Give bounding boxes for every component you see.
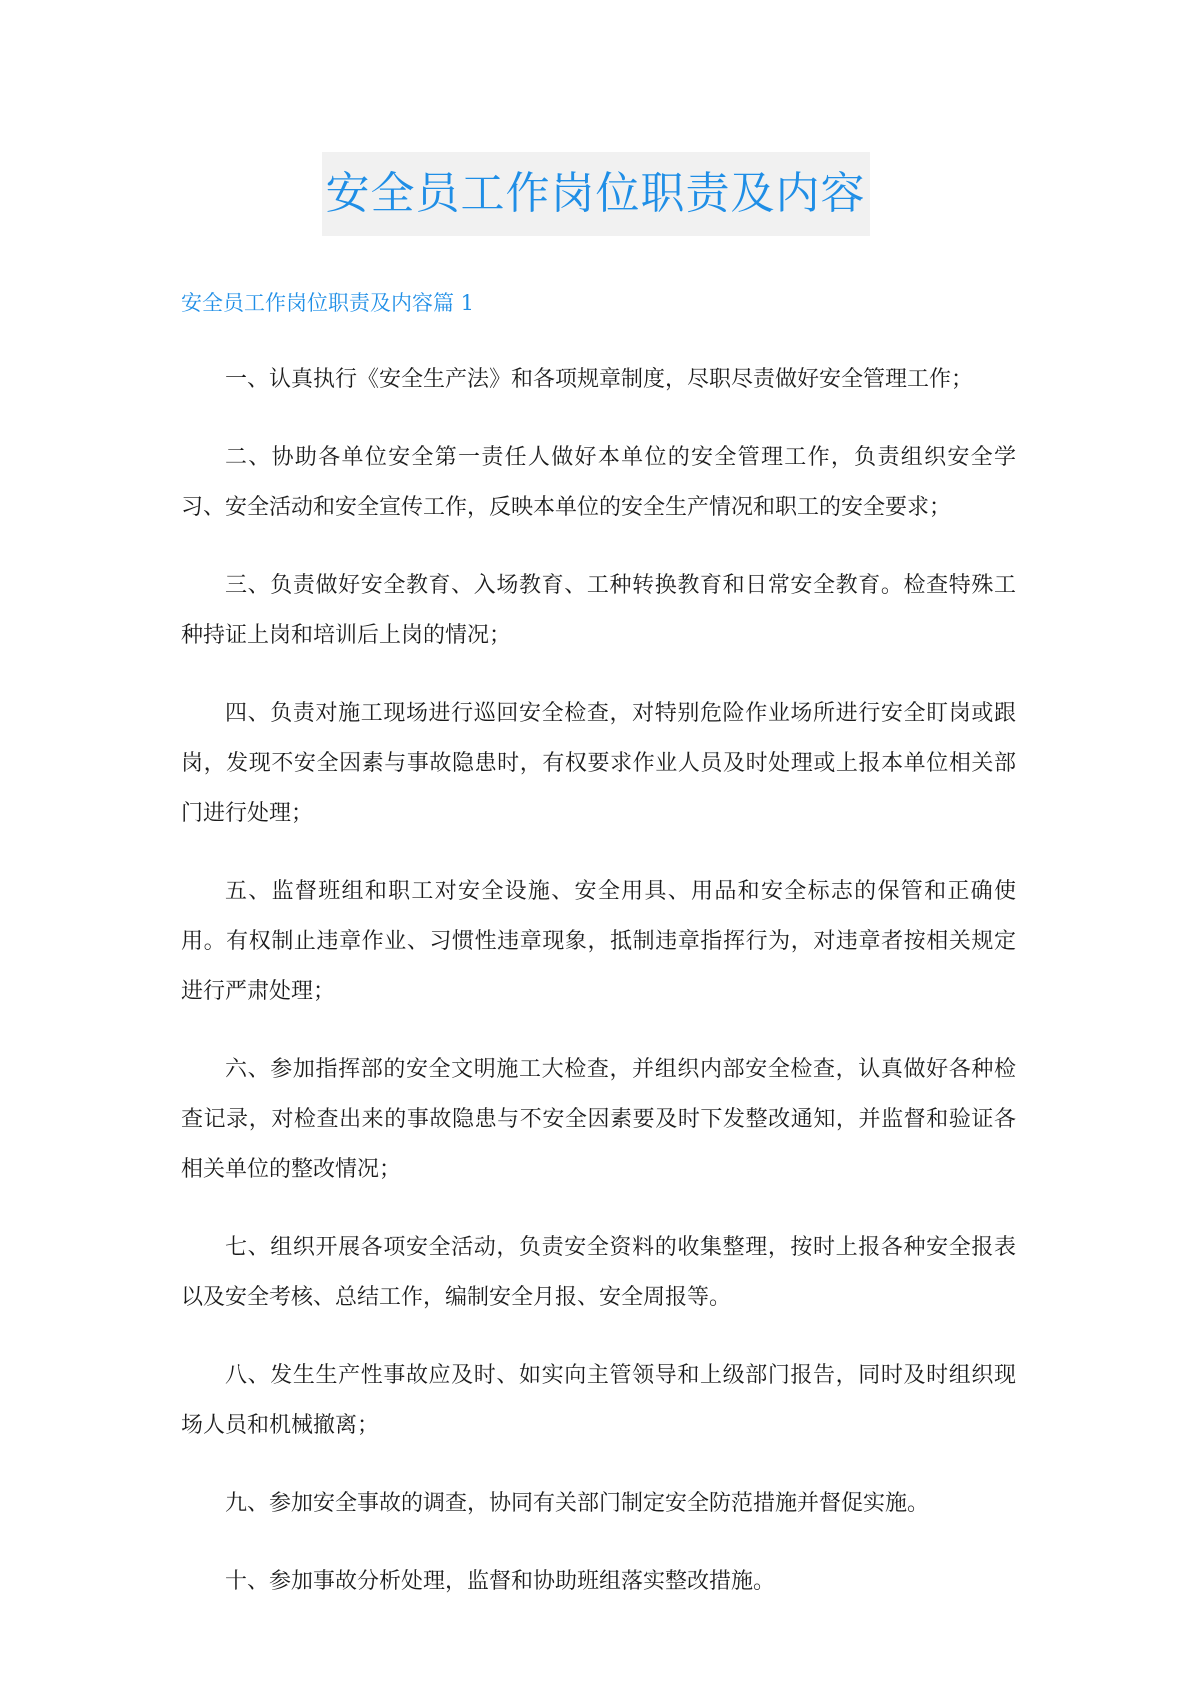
paragraph-5: 五、监督班组和职工对安全设施、安全用具、用品和安全标志的保管和正确使用。有权制止违章作业、习惯性违章现象，抵制违章指挥行为，对违章者按相关规定进行严肃处理； [181, 879, 1016, 1004]
paragraph-7: 七、组织开展各项安全活动，负责安全资料的收集整理，按时上报各种安全报表以及安全考核、总结工作，编制安全月报、安全周报等。 [181, 1235, 1016, 1310]
paragraph-4: 四、负责对施工现场进行巡回安全检查，对特别危险作业场所进行安全盯岗或跟岗，发现不安全因素与事故隐患时，有权要求作业人员及时处理或上报本单位相关部门进行处理； [181, 701, 1016, 826]
paragraph-6: 六、参加指挥部的安全文明施工大检查，并组织内部安全检查，认真做好各种检查记录，对检查出来的事故隐患与不安全因素要及时下发整改通知，并监督和验证各相关单位的整改情况； [181, 1057, 1016, 1182]
paragraph-2: 二、协助各单位安全第一责任人做好本单位的安全管理工作，负责组织安全学习、安全活动和安全宣传工作，反映本单位的安全生产情况和职工的安全要求； [181, 445, 1016, 520]
paragraph-1: 一、认真执行《安全生产法》和各项规章制度，尽职尽责做好安全管理工作； [225, 367, 974, 392]
title-wrapper [0, 152, 1191, 236]
document-title: 安全员工作岗位职责及内容 [322, 152, 870, 236]
paragraph-10: 十、参加事故分析处理，监督和协助班组落实整改措施。 [225, 1569, 776, 1594]
paragraph-9: 九、参加安全事故的调查，协同有关部门制定安全防范措施并督促实施。 [225, 1491, 930, 1516]
document-body [181, 355, 1016, 1635]
paragraph-8: 八、发生生产性事故应及时、如实向主管领导和上级部门报告，同时及时组织现场人员和机械撤离； [181, 1363, 1016, 1438]
section-heading: 安全员工作岗位职责及内容篇 1 [181, 291, 475, 315]
paragraph-3: 三、负责做好安全教育、入场教育、工种转换教育和日常安全教育。检查特殊工种持证上岗和培训后上岗的情况； [181, 573, 1016, 648]
